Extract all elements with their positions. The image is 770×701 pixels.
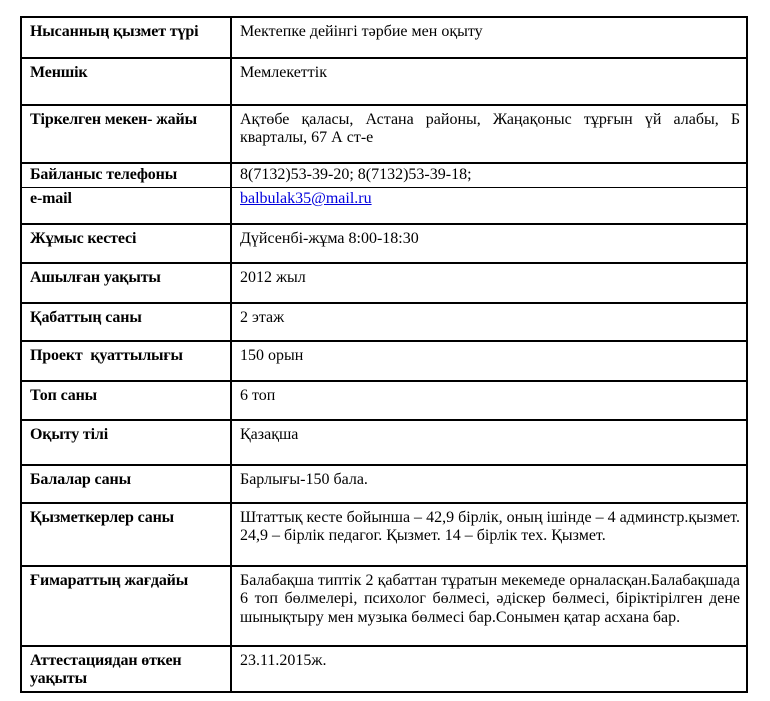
row-label: Қызметкерлер саны	[21, 503, 231, 566]
table-row	[21, 303, 747, 341]
table-row	[21, 341, 747, 381]
row-label: Ғимараттың жағдайы	[21, 566, 231, 646]
table-rows	[21, 17, 747, 692]
table-row	[21, 566, 747, 646]
row-label: Топ саны	[21, 381, 231, 420]
row-label: Аттестациядан өткен уақыты	[21, 646, 231, 692]
row-label: Нысанның қызмет түрі	[21, 17, 231, 58]
email-link[interactable]: balbulak35@mail.ru	[240, 189, 372, 207]
table-row	[21, 17, 747, 58]
row-label: Байланыс телефоны	[21, 163, 231, 187]
table-row	[21, 465, 747, 503]
row-label: Меншік	[21, 58, 231, 105]
info-table	[20, 16, 748, 693]
row-value: Мектепке дейінгі тәрбие мен оқыту	[231, 17, 747, 58]
row-value: Балабақша типтік 2 қабаттан тұратын мекемеде орналасқан.Балабақшада 6 топ бөлмелері, психолог бөлмесі, әдіскер бөлмесі, біріктірілген дене шынықтыру мен музыка бөлмесі бар.Сонымен қатар асхана бар.	[231, 566, 747, 646]
table-row	[21, 420, 747, 465]
table-row	[21, 503, 747, 566]
table-row	[21, 58, 747, 105]
row-value: Барлығы-150 бала.	[231, 465, 747, 503]
table-row	[21, 381, 747, 420]
table-row	[21, 224, 747, 263]
row-value: Қазақша	[231, 420, 747, 465]
row-label: e-mail	[21, 187, 231, 224]
table-row	[21, 646, 747, 692]
table-row	[21, 263, 747, 303]
row-value: Ақтөбе қаласы, Астана районы, Жаңақоныс тұрғын үй алабы, Б кварталы, 67 А ст-е	[231, 105, 747, 163]
row-label: Проект қуаттылығы	[21, 341, 231, 381]
row-label: Жұмыс кестесі	[21, 224, 231, 263]
row-value: Штаттық кесте бойынша – 42,9 бірлік, оның ішінде – 4 админстр.қызмет. 24,9 – бірлік педагог. Қызмет. 14 – бірлік тех. Қызмет.	[231, 503, 747, 566]
row-value: Мемлекеттік	[231, 58, 747, 105]
table-row	[21, 187, 747, 224]
row-label: Қабаттың саны	[21, 303, 231, 341]
row-value: 2012 жыл	[231, 263, 747, 303]
row-value	[231, 187, 747, 224]
table-row	[21, 105, 747, 163]
row-value: 2 этаж	[231, 303, 747, 341]
row-value: 150 орын	[231, 341, 747, 381]
row-label: Балалар саны	[21, 465, 231, 503]
row-label: Ашылған уақыты	[21, 263, 231, 303]
row-label: Тіркелген мекен- жайы	[21, 105, 231, 163]
row-value: 8(7132)53-39-20; 8(7132)53-39-18;	[231, 163, 747, 187]
row-value: 23.11.2015ж.	[231, 646, 747, 692]
row-value: Дүйсенбі-жұма 8:00-18:30	[231, 224, 747, 263]
table-row	[21, 163, 747, 187]
row-value: 6 топ	[231, 381, 747, 420]
row-label: Оқыту тілі	[21, 420, 231, 465]
